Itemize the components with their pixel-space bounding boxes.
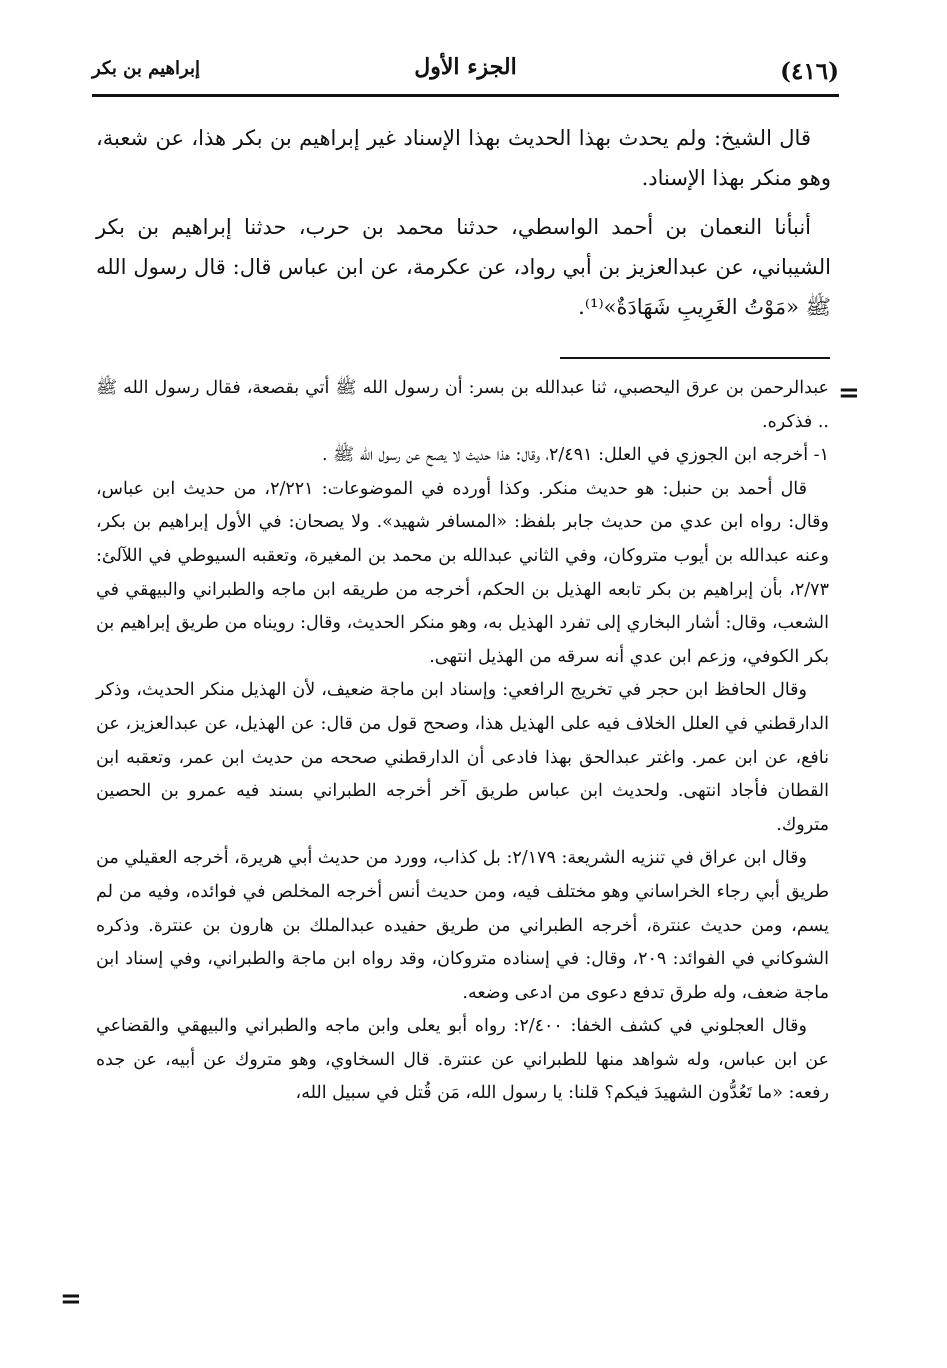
footnote-1-paragraph-2: وقال الحافظ ابن حجر في تخريج الرافعي: وإسناد ابن ماجة ضعيف، لأن الهذيل منكر الحديث، وذكر الدارقطني في العلل الخلاف فيه على الهذيل هذا، وصحح قول من قال: عن الهذيل، عن عبدالعزيز، عن نافع، عن ابن عمر. واغتر عبدالحق بهذا فادعى أن الدارقطني صححه من حديث ابن عمر، وتعقبه ابن القطان فأجاد انتهى. ولحديث ابن عباس طريق آخر أخرجه الطبراني بسند فيه عمرو بن الحصين متروك. xyxy=(96,680,829,835)
footnote-1-body: قال أحمد بن حنبل: هو حديث منكر. وكذا أورده في الموضوعات: ٢/٢٢١، من حديث ابن عباس، وقال: رواه ابن عدي من حديث جابر بلفظ: «المسافر شهيد». ولا يصحان: في الأول إبراهيم بن بكر، وعنه عبدالله بن أيوب متروكان، وفي الثاني عبدالله بن محمد بن المغيرة، وتعقبه السيوطي في اللآلئ: ٢/٧٣، بأن إبراهيم بن بكر تابعه الهذيل بن الحكم، أخرجه من طريقه ابن ماجه والطبراني والبيهقي في الشعب، وقال: أشار البخاري إلى تفرد الهذيل به، وهو منكر الحديث، وقال: رويناه من طريق إبراهيم بن بكر الكوفي، وزعم ابن عدي أنه سرقه من الهذيل انتهى. xyxy=(96,478,829,667)
continuation-mark-bottom: = xyxy=(60,1284,82,1314)
main-text xyxy=(96,118,831,336)
continuation-mark-top: = xyxy=(838,378,860,408)
volume-title: الجزء الأول xyxy=(414,54,517,80)
footnote-1-heading: ١- أخرجه ابن الجوزي في العلل: ٢/٤٩١، وقال: هذا حديث لا يصح عن رسول الله ﷺ . xyxy=(321,445,829,466)
main-paragraph-1: قال الشيخ: ولم يحدث بهذا الحديث بهذا الإسناد غير إبراهيم بن بكر هذا، عن شعبة، وهو منكر بهذا الإسناد. xyxy=(96,126,831,190)
footnote-separator xyxy=(560,357,830,359)
footnotes xyxy=(96,372,829,1111)
running-header xyxy=(92,52,839,92)
footnote-1-paragraph-4: وقال العجلوني في كشف الخفا: ٢/٤٠٠: رواه أبو يعلى وابن ماجه والطبراني والبيهقي والقضاعي عن ابن عباس، وله شواهد منها للطبراني عن عنترة. قال السخاوي، وهو متروك عن أبيه، عن جده رفعه: «ما تَعُدُّون الشهيدَ فيكم؟ قلنا: يا رسول الله، مَن قُتل في سبيل الله، xyxy=(96,1016,829,1104)
page-number: (٤١٦) xyxy=(780,58,839,85)
main-paragraph-2: أنبأنا النعمان بن أحمد الواسطي، حدثنا محمد بن حرب، حدثنا إبراهيم بن بكر الشيباني، عن عبدالعزيز بن أبي رواد، عن عكرمة، عن ابن عباس قال: قال رسول الله ﷺ «مَوْتُ الغَرِيبِ شَهَادَةٌ»⁽¹⁾. xyxy=(96,215,831,319)
footnote-continuation: عبدالرحمن بن عرق اليحصبي، ثنا عبدالله بن بسر: أن رسول الله ﷺ أتي بقصعة، فقال رسول الله ﷺ .. فذكره. xyxy=(96,378,829,432)
entry-name: إبراهيم بن بكر xyxy=(92,58,200,79)
header-rule xyxy=(92,94,839,97)
footnote-1-paragraph-3: وقال ابن عراق في تنزيه الشريعة: ٢/١٧٩: بل كذاب، وورد من حديث أبي هريرة، أخرجه العقيلي من طريق أبي رجاء الخراساني وهو مختلف فيه، ومن حديث أنس أخرجه المخلص في فوائده، وفيه من لم يسم، ومن حديث عنترة، أخرجه الطبراني من طريق حفيده عبدالملك بن هارون بن عنترة. وذكره الشوكاني في الفوائد: ٢٠٩، وقال: في إسناده متروكان، وقد رواه ابن ماجة والطبراني، وفي إسناد ابن ماجة ضعف، وله طرق تدفع دعوى من ادعى وضعه. xyxy=(96,848,829,1003)
